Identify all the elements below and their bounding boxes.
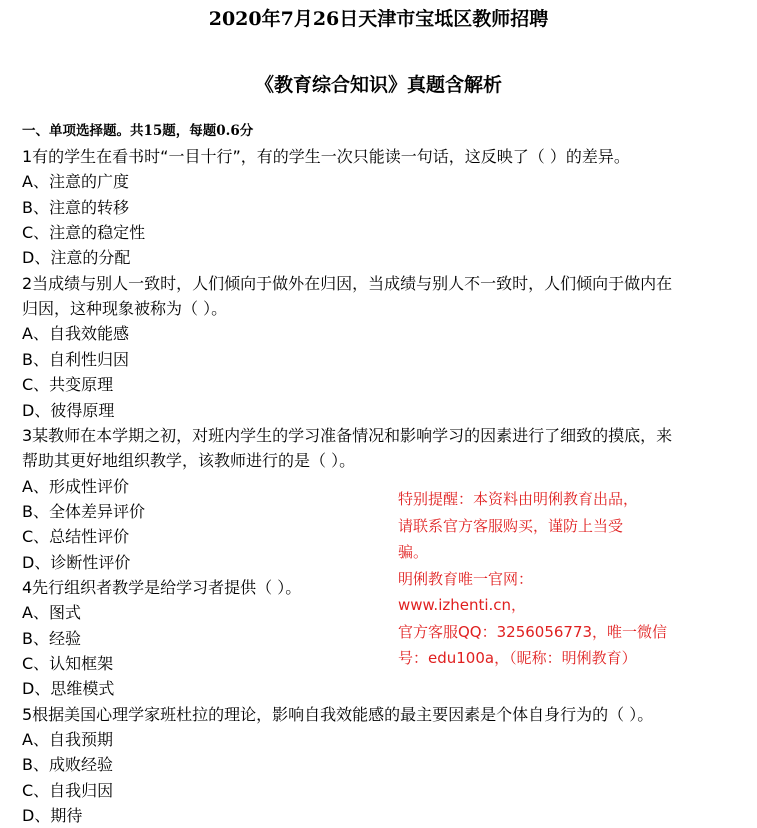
option-line: C、共变原理 [22,375,114,395]
option-line: D、期待 [22,806,83,826]
document-subtitle: 《教育综合知识》真题含解析 [254,74,502,96]
section-heading: 一、单项选择题。共15题，每题0.6分 [22,123,254,139]
option-line: D、思维模式 [22,679,115,699]
option-line: A、自我预期 [22,730,113,750]
notice-line: www.izhenti.cn， [398,596,527,614]
document-title: 2020年7月26日天津市宝坻区教师招聘 [208,8,549,30]
option-line: C、总结性评价 [22,527,130,547]
option-line: D、彼得原理 [22,400,115,420]
option-line: A、注意的广度 [22,172,129,192]
question-line: 帮助其更好地组织教学，该教师进行的是（ ）。 [22,451,356,471]
option-line: B、自利性归因 [22,349,129,369]
notice-line: 官方客服QQ：3256056773，唯一微信 [398,622,668,641]
option-line: A、图式 [22,603,81,623]
notice-line: 骗。 [398,543,429,561]
option-line: D、诊断性评价 [22,552,131,572]
question-line: 4先行组织者教学是给学习者提供（ ）。 [22,577,302,597]
option-line: C、认知框架 [22,654,114,673]
option-line: B、经验 [22,628,81,648]
option-line: A、形成性评价 [22,476,129,496]
option-line: B、注意的转移 [22,197,129,217]
question-line: 1有的学生在看书时“一目十行”，有的学生一次只能读一句话，这反映了（ ）的差异。 [22,147,630,166]
question-line: 归因，这种现象被称为（ ）。 [22,299,228,319]
option-line: C、自我归因 [22,780,114,800]
option-line: C、注意的稳定性 [22,223,146,243]
question-line: 2当成绩与别人一致时，人们倾向于做外在归因，当成绩与别人不一致时，人们倾向于做内在 [22,273,673,293]
question-line: 3某教师在本学期之初，对班内学生的学习准备情况和影响学习的因素进行了细致的摸底，来 [22,425,673,445]
question-line: 5根据美国心理学家班杜拉的理论，影响自我效能感的最主要因素是个体自身行为的（ ）。 [22,704,654,724]
option-line: B、全体差异评价 [22,501,145,521]
notice-line: 请联系官方客服购买，谨防上当受 [398,516,624,535]
option-line: B、成败经验 [22,755,113,775]
watermark-notice [398,486,718,672]
notice-line: 明俐教育唯一官网： [398,569,534,588]
notice-line: 号：edu100a，（昵称：明俐教育） [398,649,637,667]
notice-line: 特别提醒：本资料由明俐教育出品， [398,490,639,508]
option-line: D、注意的分配 [22,248,131,268]
option-line: A、自我效能感 [22,324,129,344]
